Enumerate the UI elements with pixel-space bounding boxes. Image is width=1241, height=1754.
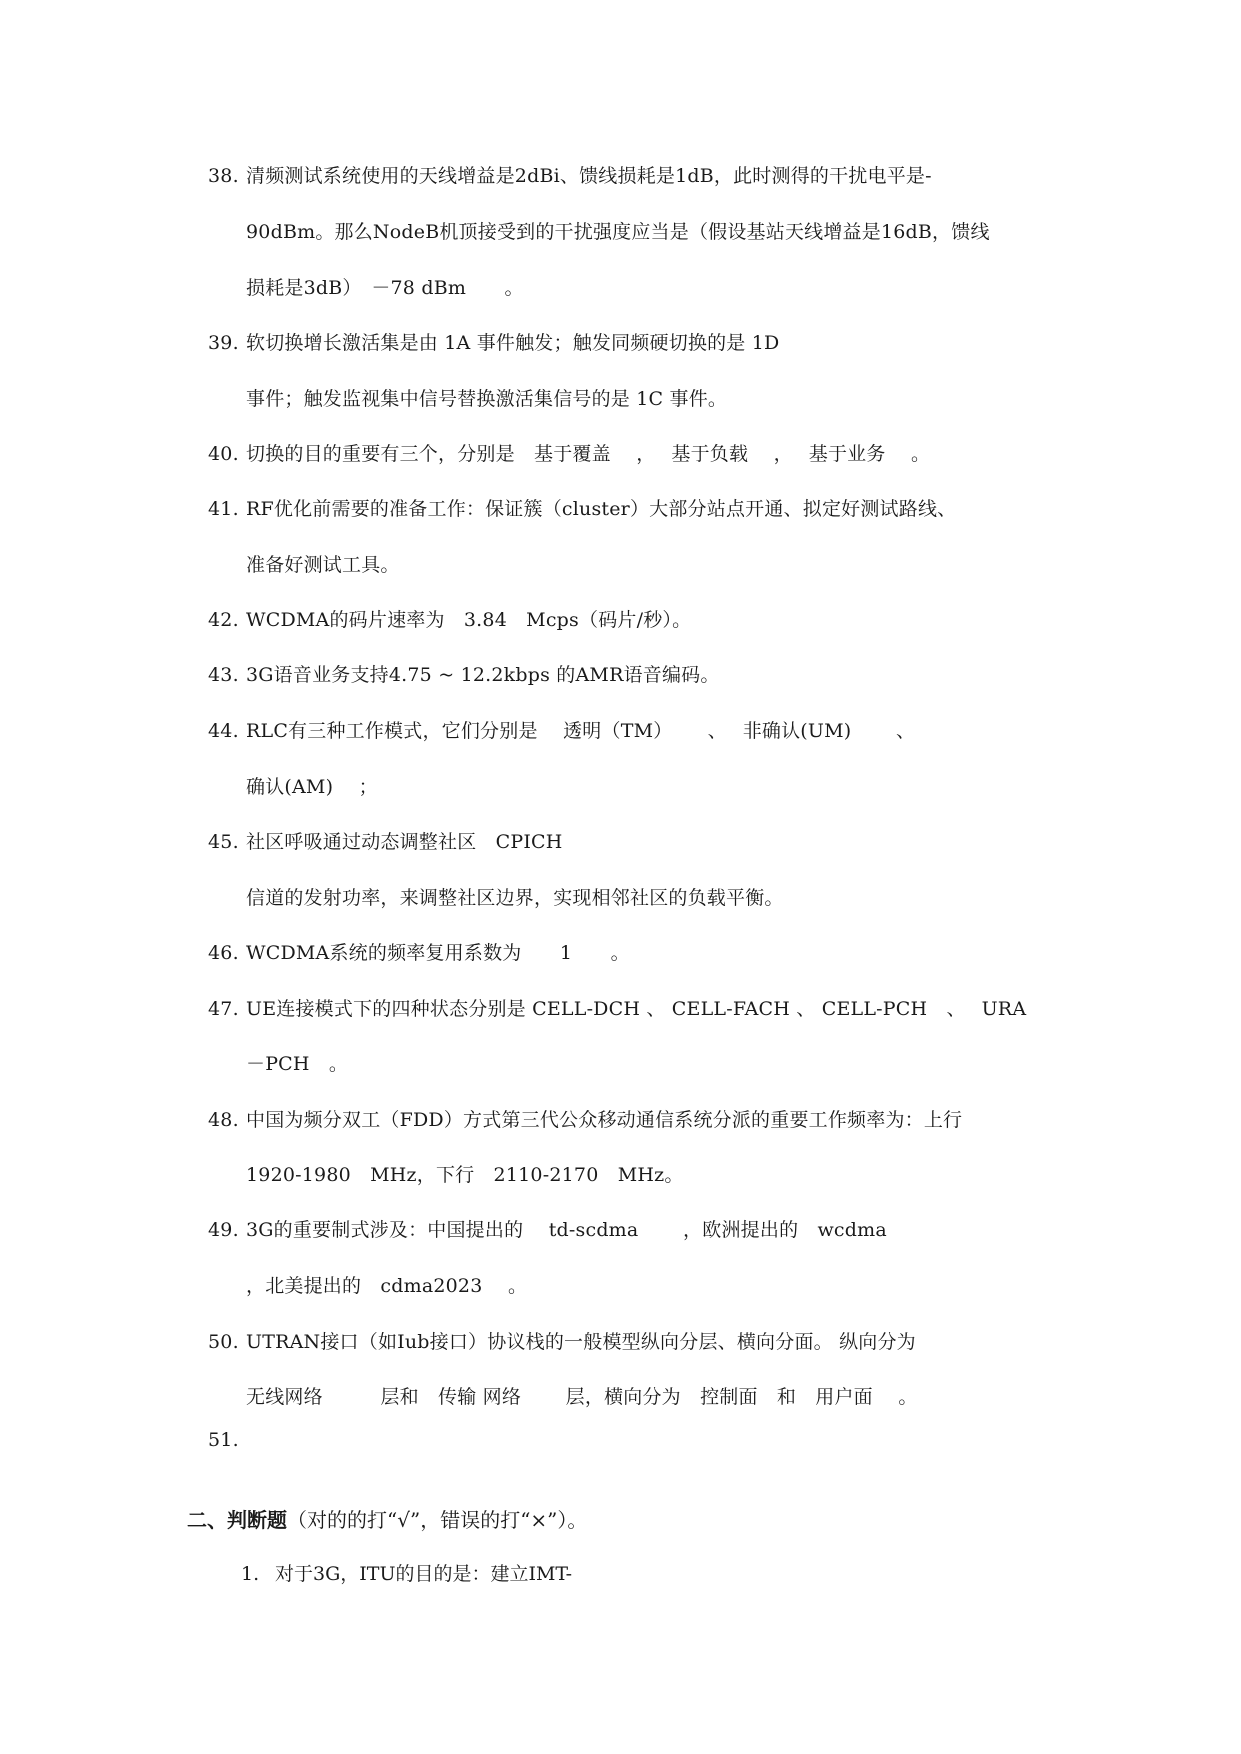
- item-number: 49.: [208, 1219, 239, 1241]
- section-heading-bold: 二、判断题: [187, 1508, 287, 1532]
- item-text-line: RF优化前需要的准备工作：保证簇（cluster）大部分站点开通、拟定好测试路线、: [246, 498, 957, 520]
- item-text-line: 准备好测试工具。: [246, 554, 400, 576]
- item-number: 44.: [208, 720, 239, 742]
- item-number: 47.: [208, 998, 239, 1020]
- item-text-line: 3G语音业务支持4.75 ~ 12.2kbps 的AMR语音编码。: [246, 664, 720, 686]
- item-text-line: UTRAN接口（如Iub接口）协议栈的一般模型纵向分层、横向分面。 纵向分为: [246, 1331, 916, 1353]
- item-text-line: UE连接模式下的四种状态分别是 CELL-DCH 、 CELL-FACH 、 CELL-PCH 、 URA: [246, 998, 1027, 1020]
- item-text-line: 社区呼吸通过动态调整社区 CPICH: [246, 831, 563, 853]
- item-number: 41.: [208, 498, 239, 520]
- section-heading: [187, 1507, 587, 1533]
- item-text-line: 软切换增长激活集是由 1A 事件触发；触发同频硬切换的是 1D: [246, 332, 780, 354]
- item-text-line: 切换的目的重要有三个，分别是 基于覆盖 ， 基于负载 ， 基于业务 。: [246, 443, 931, 465]
- item-text-line: 3G的重要制式涉及：中国提出的 td-scdma ，欧洲提出的 wcdma: [246, 1219, 887, 1241]
- item-text-line: ，北美提出的 cdma2023 。: [246, 1275, 528, 1297]
- item-number: 46.: [208, 942, 239, 964]
- item-text-line: 信道的发射功率，来调整社区边界，实现相邻社区的负载平衡。: [246, 887, 784, 909]
- item-text-line: －PCH 。: [246, 1053, 349, 1075]
- item-text-line: 清频测试系统使用的天线增益是2dBi、馈线损耗是1dB，此时测得的干扰电平是-: [246, 165, 932, 187]
- item-number: 38.: [208, 165, 239, 187]
- item-number: 48.: [208, 1109, 239, 1131]
- item-number: 45.: [208, 831, 239, 853]
- sub-item-text: 对于3G，ITU的目的是：建立IMT-: [275, 1563, 573, 1585]
- item-text-line: 事件；触发监视集中信号替换激活集信号的是 1C 事件。: [246, 388, 728, 410]
- item-text-line: 无线网络 层和 传输 网络 层，横向分为 控制面 和 用户面 。: [246, 1386, 918, 1408]
- item-text-line: RLC有三种工作模式，它们分别是 透明（TM） 、 非确认(UM) 、: [246, 720, 916, 742]
- item-number: 51.: [208, 1429, 239, 1451]
- item-text-line: 90dBm。那么NodeB机顶接受到的干扰强度应当是（假设基站天线增益是16dB，馈线: [246, 221, 990, 243]
- item-text-line: 损耗是3dB） －78 dBm 。: [246, 277, 524, 299]
- item-number: 42.: [208, 609, 239, 631]
- item-text-line: 中国为频分双工（FDD）方式第三代公众移动通信系统分派的重要工作频率为：上行: [246, 1109, 963, 1131]
- sub-item-number: 1.: [241, 1563, 260, 1585]
- section-heading-rest: （对的的打“√”，错误的打“×”）。: [287, 1508, 588, 1532]
- item-number: 40.: [208, 443, 239, 465]
- item-text-line: 1920-1980 MHz，下行 2110-2170 MHz。: [246, 1164, 684, 1186]
- item-number: 39.: [208, 332, 239, 354]
- item-text-line: WCDMA系统的频率复用系数为 1 。: [246, 942, 630, 964]
- item-text-line: 确认(AM) ；: [246, 776, 378, 798]
- item-text-line: WCDMA的码片速率为 3.84 Mcps（码片/秒）。: [246, 609, 692, 631]
- item-number: 43.: [208, 664, 239, 686]
- item-number: 50.: [208, 1331, 239, 1353]
